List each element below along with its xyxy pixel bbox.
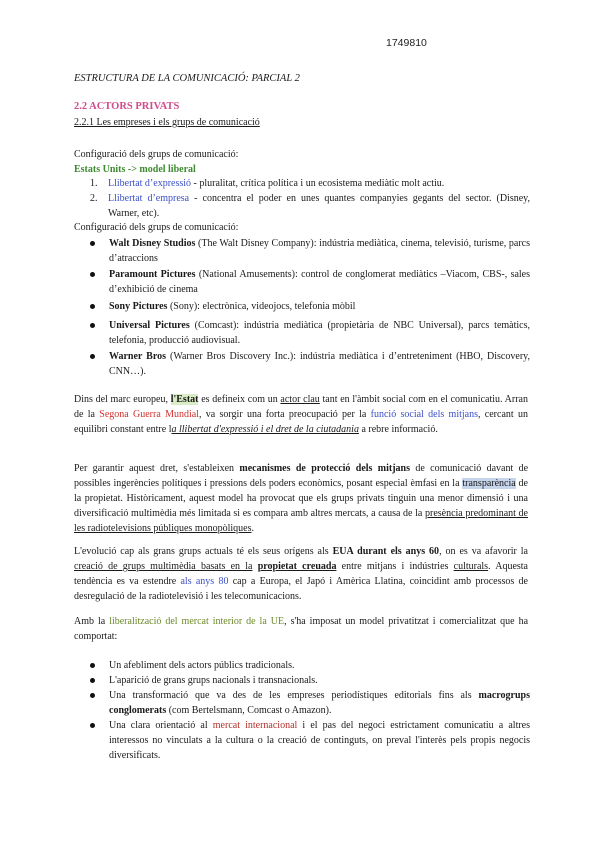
item-text: (com Bertelsmann, Comcast o Amazon). [166, 705, 332, 716]
underline-creacio: creació de grups multimèdia basats en la [74, 561, 253, 572]
text-run: , va sorgir una forta preocupació per la [198, 409, 371, 420]
studio-desc: (The Walt Disney Company): indústria mediàtica, cinema, televisió, turisme, parcs d’atraccions [109, 238, 530, 264]
text-run: a rebre informació. [358, 424, 438, 435]
text-run: Amb la [74, 616, 110, 627]
paragraph-1 [74, 392, 528, 437]
studio-name: Walt Disney Studios [109, 238, 196, 249]
bullet-icon [90, 354, 95, 359]
paragraph-4 [74, 614, 528, 644]
studio-name: Warner Bros [109, 351, 166, 362]
list-item [90, 318, 530, 348]
olive-liberalitzacio: liberalització del mercat interior de la UE [109, 616, 285, 627]
list-item [90, 236, 530, 266]
document-title: ESTRUCTURA DE LA COMUNICACIÓ: PARCIAL 2 [74, 73, 300, 84]
bullet-icon [90, 678, 95, 683]
item-text: Una clara orientació al [109, 720, 213, 731]
item-term: Llibertat d’empresa [108, 193, 190, 204]
text-run: . Aquesta tendència es va estendre [74, 561, 528, 587]
paragraph-3 [74, 544, 528, 604]
item-text: - pluralitat, crítica política i un ecosistema mediàtic molt actiu. [191, 178, 445, 189]
numbered-item [90, 176, 530, 191]
list-item [90, 658, 530, 673]
studio-name: Sony Pictures [109, 301, 168, 312]
text-run: Dins del marc europeu, [74, 394, 171, 405]
numbered-item [90, 191, 530, 221]
bold-macrogrups: macrogrups conglomerats [109, 690, 530, 716]
paragraph-2 [74, 461, 528, 536]
bullet-icon [90, 693, 95, 698]
list-item [90, 349, 530, 379]
highlight-transparencia: transparència [462, 478, 516, 489]
item-separator: - [189, 193, 203, 204]
item-number: 2. [90, 193, 98, 204]
text-run: , s'ha imposat un model privatitzat i comercialitzat que ha comportat: [74, 616, 529, 642]
item-number: 1. [90, 178, 98, 189]
underline-actor: actor clau [280, 394, 320, 405]
text-run: cap a Europa, el Japó i Amèrica Llatina, coincidint amb processos de desregulació de la radiotelevisió i les telecomunicacions. [74, 576, 528, 602]
text-run: , cercant un equilibri constant entre l [74, 409, 528, 435]
highlight-estat: l'Estat [170, 394, 199, 405]
list-item [90, 267, 530, 297]
model-liberal: Estats Units -> model liberal [74, 164, 196, 175]
studio-desc: (Sony): electrònica, videojocs, telefonia mòbil [167, 301, 356, 312]
bullet-icon [90, 323, 95, 328]
underline-culturals: culturals [453, 561, 489, 572]
list-item [90, 299, 530, 314]
student-id: 1749810 [386, 37, 427, 49]
underline-propietat: propietat creuada [257, 561, 337, 572]
text-run: entre mitjans i indústries [336, 561, 454, 572]
text-run: , on es va afavorir la [439, 546, 528, 557]
bold-eua: EUA durant els anys 60 [332, 546, 440, 557]
text-run: de comunicació davant de possibles ingerències polítiques i pressions dels poders econòmics, posant especial èmfasi en la [74, 463, 529, 489]
config-intro-1: Configuració dels grups de comunicació: [74, 149, 239, 160]
red-guerra: Segona Guerra Mundial [99, 409, 199, 420]
bullet-icon [90, 663, 95, 668]
bullet-icon [90, 272, 95, 277]
item-text: i el pas del negoci estrictament comunicatiu a altres interessos no vinculats a la cultura o la creació de continguts, on preval l'interès pels propis negocis diversificats. [109, 720, 531, 761]
bold-mecanismes: mecanismes de protecció dels mitjans [239, 463, 411, 474]
list-item [90, 718, 530, 763]
text-run: Per garantir aquest dret, s'estableixen [74, 463, 240, 474]
studio-desc: (Comcast): indústria mediàtica (propietària de NBC Universal), parcs temàtics, telefonia, producció audiovisual. [109, 320, 530, 346]
text-run: de la propietat. Històricament, aquest model ha provocat que els grups privats tinguin una menor dimensió i una diversificació multimèdia més limitada si es compara amb altres mercats, a causa de la [74, 478, 528, 519]
item-text: concentra el poder en unes quantes companyies gegants del sector. (Disney, Warner, etc). [108, 193, 530, 219]
studio-name: Universal Pictures [109, 320, 190, 331]
item-term: Llibertat d’expressió [108, 178, 192, 189]
text-run: . [251, 523, 254, 534]
item-text: Una transformació que va des de les empreses periodístiques editorials fins als [109, 690, 479, 701]
config-intro-2: Configuració dels grups de comunicació: [74, 222, 239, 233]
underline-presencia: presència predominant de les radiotelevisions públiques monopòliques [74, 508, 528, 534]
bullet-icon [90, 241, 95, 246]
bullet-icon [90, 723, 95, 728]
text-run: L'evolució cap als grans grups actuals té els seus orígens als [74, 546, 333, 557]
studio-desc: (National Amusements): control de conglomerat mediàtics –Viacom, CBS-, sales d’exhibició de cinema [109, 269, 531, 295]
red-mercat: mercat internacional [212, 720, 298, 731]
blue-anys80: als anys 80 [180, 576, 229, 587]
list-item [90, 688, 530, 718]
bullet-icon [90, 304, 95, 309]
studio-name: Paramount Pictures [109, 269, 196, 280]
section-heading: 2.2 ACTORS PRIVATS [74, 101, 180, 112]
blue-funcio: funció social dels mitjans [370, 409, 478, 420]
list-item [90, 673, 530, 688]
text-run: tant en l'àmbit social com en el comunicatiu. Arran de la [74, 394, 528, 420]
item-text: Un afebliment dels actors públics tradicionals. [109, 660, 295, 671]
studio-desc: (Warner Bros Discovery Inc.): indústria mediàtica i d’entreteniment (HBO, Discovery, CNN…). [109, 351, 530, 377]
subsection-heading: 2.2.1 Les empreses i els grups de comunicació [74, 117, 260, 128]
text-run: es defineix com un [198, 394, 281, 405]
underline-llibertat: a llibertat d'expressió i el dret de la ciutadania [171, 424, 359, 435]
item-text: L'aparició de grans grups nacionals i transnacionals. [109, 675, 318, 686]
